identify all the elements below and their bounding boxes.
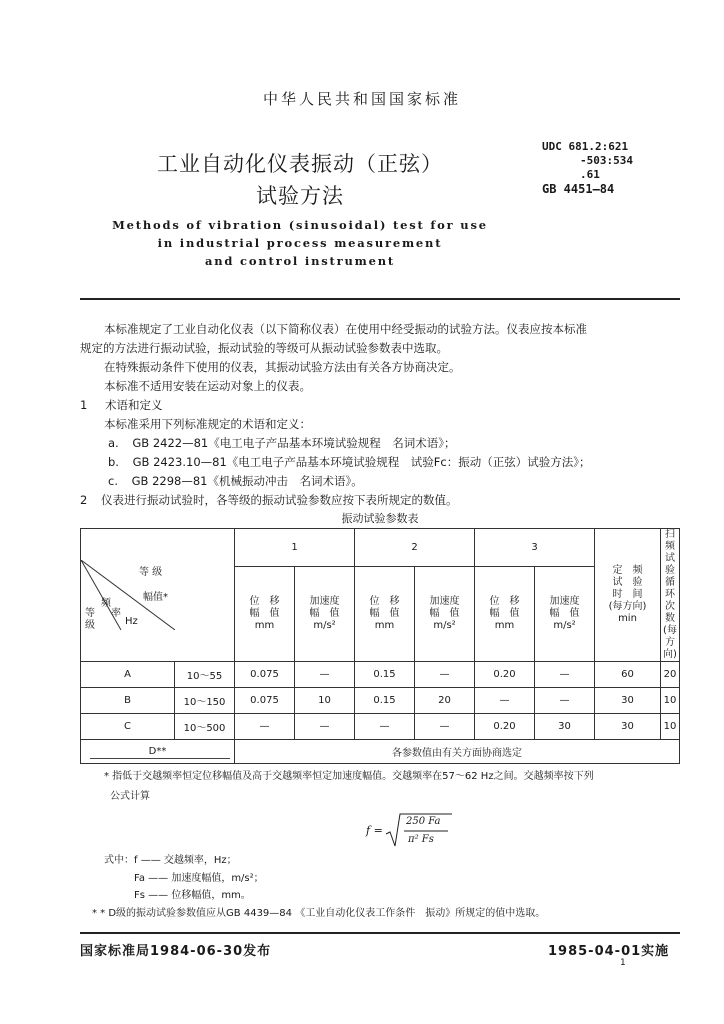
acc-amp-header-1: 加速度 幅 值 m/s² <box>295 567 355 662</box>
disp1-cell: — <box>235 714 295 740</box>
intro-paragraph-1: 本标准规定了工业自动化仪表（以下简称仪表）在使用中经受振动的试验方法。仪表应按本标准 <box>104 322 587 336</box>
grade-cell: A <box>81 662 175 688</box>
intro-paragraph-2: 在特殊振动条件下使用的仪表，其振动试验方法由有关各方协商决定。 <box>104 360 461 374</box>
reference-a-label: a. <box>108 436 119 450</box>
disp3-cell: 0.20 <box>475 662 535 688</box>
note-2: * * D级的振动试验参数值应从GB 4439—84 《工业自动化仪表工作条件 振动》所规定的值中选取。 <box>92 908 546 919</box>
reference-a <box>108 434 455 453</box>
footer-divider <box>80 932 680 934</box>
udc-line3: .61 <box>580 168 600 181</box>
reference-c-text: GB 2298—81《机械振动冲击 名词术语》。 <box>131 474 363 488</box>
title-en-line3: and control instrument <box>205 254 395 268</box>
diag-rate: 率 <box>111 608 121 619</box>
grade-d-text: 各参数值由有关方面协商选定 <box>235 740 680 764</box>
issued-date: 国家标准局1984-06-30发布 <box>80 944 272 959</box>
effective-date: 1985-04-01实施 <box>548 944 670 959</box>
udc-code <box>542 140 633 196</box>
header-divider <box>80 298 680 300</box>
disp-amp-header-2: 位 移 幅 值 mm <box>355 567 415 662</box>
acc2-cell: — <box>415 662 475 688</box>
gb-code: GB 4451—84 <box>542 182 615 196</box>
cycles-cell: 10 <box>661 688 680 714</box>
vibration-parameters-table <box>80 528 680 764</box>
intro-paragraph-3: 本标准不适用安装在运动对象上的仪表。 <box>104 379 311 393</box>
grade-d-cell: D** <box>81 740 235 764</box>
acc3-cell: — <box>535 688 595 714</box>
diag-level-b: 级 <box>85 620 95 631</box>
title-cn-line1: 工业自动化仪表振动（正弦） <box>157 152 443 176</box>
diag-grade-level: 等 级 <box>139 567 163 578</box>
title-en-line1: Methods of vibration (sinusoidal) test for use <box>112 218 488 232</box>
where-fs: Fs —— 位移幅值，mm。 <box>134 890 251 901</box>
level-1-header: 1 <box>235 529 355 567</box>
grade-cell: B <box>81 688 175 714</box>
reference-c-label: c. <box>108 474 118 488</box>
disp1-cell: 0.075 <box>235 662 295 688</box>
diag-level-a: 等 <box>85 608 95 619</box>
section-1-number: 1 <box>80 398 88 412</box>
disp3-cell: 0.20 <box>475 714 535 740</box>
table-row <box>81 662 680 688</box>
grade-cell: C <box>81 714 175 740</box>
acc2-cell: 20 <box>415 688 475 714</box>
disp-amp-header-3: 位 移 幅 值 mm <box>475 567 535 662</box>
reference-b-text: GB 2423.10—81《电工电子产品基本环境试验规程 试验Fc：振动（正弦）试验方法》； <box>132 455 591 469</box>
formula-numerator: 250 Fa <box>406 816 441 827</box>
acc3-cell: 30 <box>535 714 595 740</box>
page-number: 1 <box>620 958 626 968</box>
where-fa: Fa —— 加速度幅值，m/s²； <box>134 873 264 884</box>
level-3-header: 3 <box>475 529 595 567</box>
acc-amp-header-3: 加速度 幅 值 m/s² <box>535 567 595 662</box>
level-2-header: 2 <box>355 529 475 567</box>
table-row <box>81 714 680 740</box>
formula-f: f = <box>366 824 383 837</box>
time-cell: 30 <box>595 714 661 740</box>
acc1-cell: 10 <box>295 688 355 714</box>
note-1-line-1: * 指低于交越频率恒定位移幅值及高于交越频率恒定加速度幅值。交越频率在57～62 Hz之间。交越频率按下列 <box>104 771 594 782</box>
diag-hz: Hz <box>125 616 138 627</box>
section-2-number: 2 <box>80 493 88 507</box>
reference-c <box>108 472 363 491</box>
acc1-cell: — <box>295 714 355 740</box>
duration-header: 定 频 试 验 时 间 (每方向) min <box>595 529 661 662</box>
where-f: 式中：f —— 交越频率，Hz； <box>104 855 237 866</box>
section-1-heading <box>80 396 162 415</box>
diag-amplitude: 幅值* <box>143 592 168 603</box>
table-row-d <box>81 740 680 764</box>
footnote-divider <box>90 758 230 759</box>
title-en-line2: in industrial process measurement <box>157 236 443 250</box>
acc1-cell: — <box>295 662 355 688</box>
freq-cell: 10～500 <box>175 714 235 740</box>
section-2-text: 仪表进行振动试验时，各等级的振动试验参数应按下表所规定的数值。 <box>100 493 458 507</box>
table-caption: 振动试验参数表 <box>341 512 419 525</box>
table-row <box>81 688 680 714</box>
time-cell: 30 <box>595 688 661 714</box>
formula-denominator: π² Fs <box>408 834 434 845</box>
udc-line2: -503:534 <box>580 154 633 167</box>
cycles-cell: 20 <box>661 662 680 688</box>
disp2-cell: 0.15 <box>355 662 415 688</box>
udc-line1: UDC 681.2:621 <box>542 140 629 153</box>
reference-a-text: GB 2422—81《电工电子产品基本环境试验规程 名词术语》； <box>132 436 456 450</box>
section-1-title: 术语和定义 <box>104 398 163 412</box>
acc2-cell: — <box>415 714 475 740</box>
disp1-cell: 0.075 <box>235 688 295 714</box>
diag-freq: 频 <box>101 598 111 609</box>
section-2 <box>80 491 457 510</box>
header-diagonal-cell <box>81 529 235 662</box>
disp2-cell: 0.15 <box>355 688 415 714</box>
time-cell: 60 <box>595 662 661 688</box>
cycles-cell: 10 <box>661 714 680 740</box>
disp-amp-header-1: 位 移 幅 值 mm <box>235 567 295 662</box>
reference-b-label: b. <box>108 455 119 469</box>
section-1-text: 本标准采用下列标准规定的术语和定义： <box>104 417 311 431</box>
disp2-cell: — <box>355 714 415 740</box>
note-1-line-2: 公式计算 <box>110 791 150 802</box>
title-cn-line2: 试验方法 <box>256 184 344 208</box>
acc-amp-header-2: 加速度 幅 值 m/s² <box>415 567 475 662</box>
disp3-cell: — <box>475 688 535 714</box>
standard-name: 中华人民共和国国家标准 <box>262 90 461 108</box>
cycles-header: 扫频试 验循环 次 数 (每方向) <box>661 529 680 662</box>
intro-paragraph-1b: 规定的方法进行振动试验，振动试验的等级可从振动试验参数表中选取。 <box>80 341 448 355</box>
acc3-cell: — <box>535 662 595 688</box>
freq-cell: 10～55 <box>175 662 235 688</box>
freq-cell: 10～150 <box>175 688 235 714</box>
reference-b <box>108 453 590 472</box>
